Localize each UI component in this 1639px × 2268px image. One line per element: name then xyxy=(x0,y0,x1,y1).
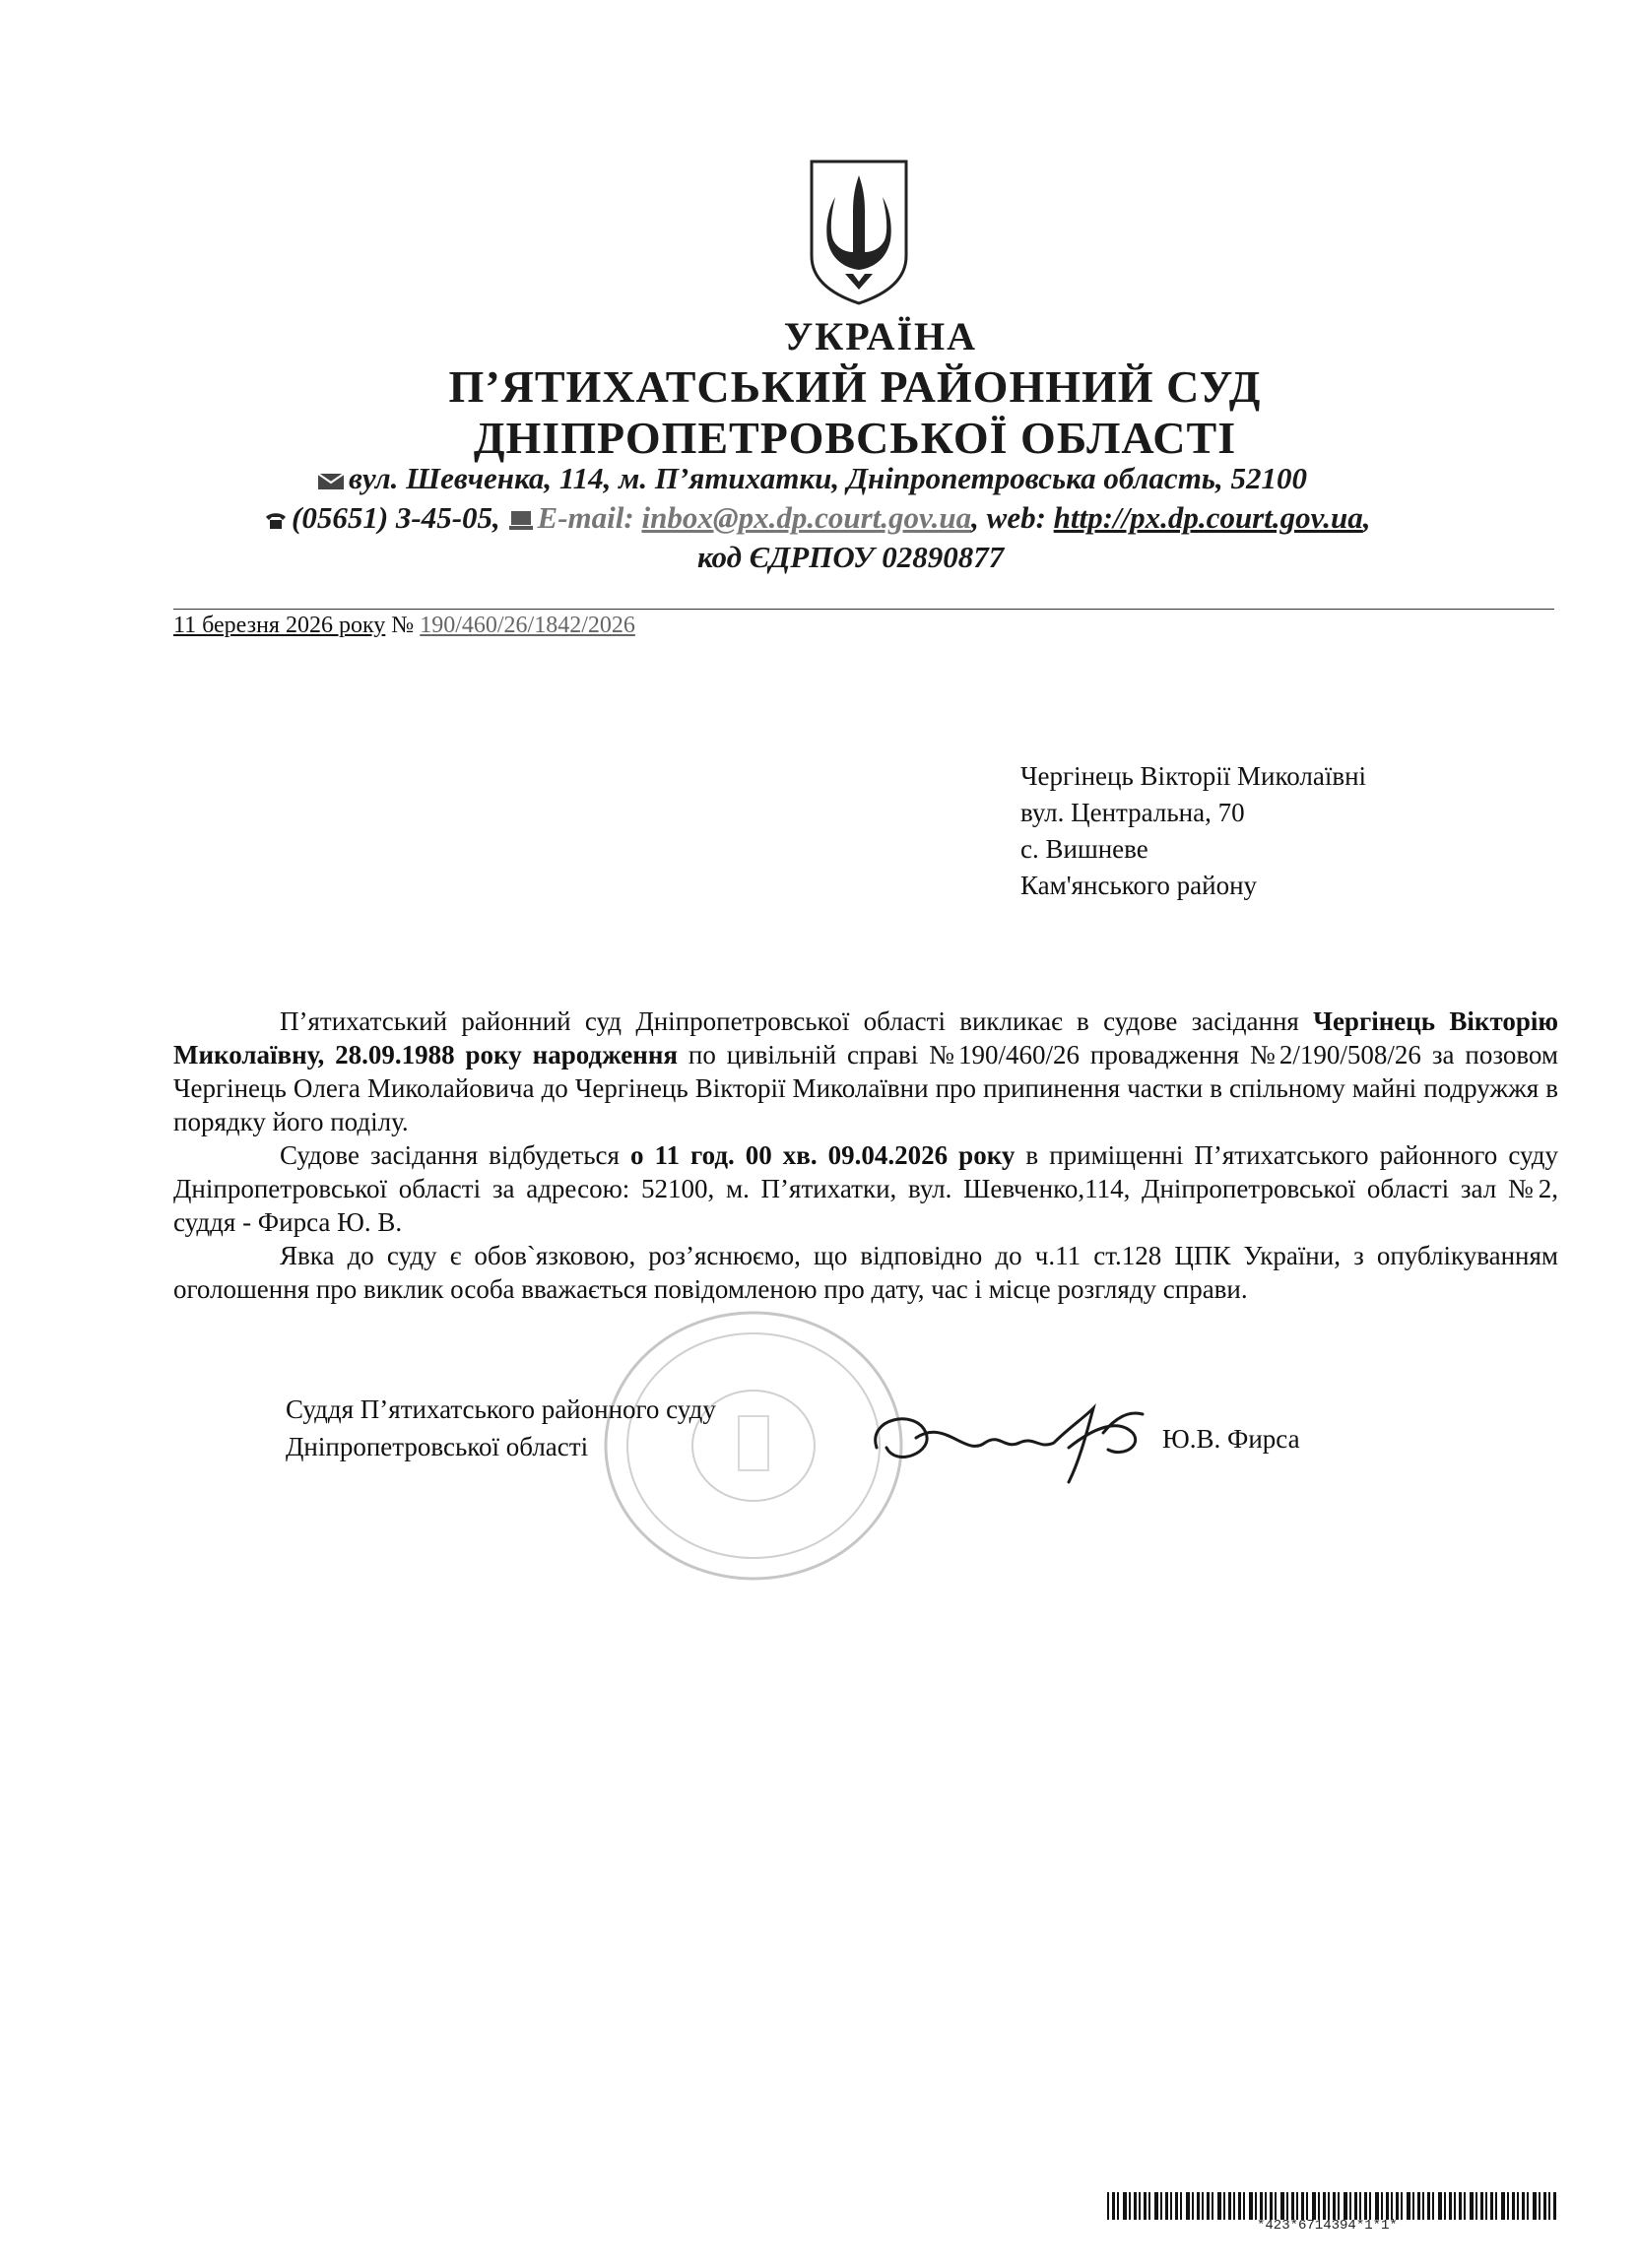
barcode-bar xyxy=(1375,2192,1379,2220)
barcode-bar xyxy=(1381,2192,1383,2220)
barcode-bar xyxy=(1527,2192,1529,2220)
court-address: вул. Шевченка, 114, м. П’ятихатки, Дніпропетровська область, 52100 xyxy=(349,461,1307,495)
barcode-bar xyxy=(1459,2192,1462,2220)
barcode-bar xyxy=(1364,2192,1367,2220)
barcode-bar xyxy=(1480,2192,1483,2220)
barcode-bar xyxy=(1207,2192,1210,2220)
barcode-bar xyxy=(1386,2192,1389,2220)
p2-text-b: в приміщенні П’ятихатського районного суду Дніпропетровської області за адресою: 52100, м. П’ятихатки, вул. Шевченко,114, Дніпропетровської області зал №2, суддя - Фирса Ю. В. xyxy=(173,1140,1559,1237)
barcode-bar xyxy=(1539,2192,1541,2220)
barcode-bar xyxy=(1107,2192,1109,2220)
summons-paragraph-2 xyxy=(173,1138,1558,1239)
barcode-bar xyxy=(1233,2192,1235,2220)
barcode-bar xyxy=(1265,2192,1267,2220)
barcode-bar xyxy=(1490,2192,1493,2220)
barcode-bar xyxy=(1449,2192,1452,2220)
barcode-bar xyxy=(1223,2192,1225,2220)
signatory-title xyxy=(286,1391,716,1465)
barcode-bar xyxy=(1175,2192,1178,2220)
phone-icon xyxy=(264,511,288,531)
barcode-bar xyxy=(1228,2192,1231,2220)
barcode-bar xyxy=(1280,2192,1284,2220)
barcode-bar xyxy=(1270,2192,1273,2220)
p1-text-b: по цивільній справі №190/460/26 провадження №2/190/508/26 за позовом Чергінець Олега Миколайовича до Чергінець Вікторії Миколаївни про припинення частки в спільному майні подружжя в порядку його поділу. xyxy=(173,1040,1558,1136)
signatory-title-line-2: Дніпропетровської області xyxy=(286,1432,589,1461)
barcode-bar xyxy=(1354,2192,1357,2220)
p2-text-a: Судове засідання відбудеться xyxy=(280,1140,630,1170)
barcode-bar xyxy=(1217,2192,1221,2220)
p1-text-a: П’ятихатський районний суд Дніпропетровської області викликає в судове засідання xyxy=(280,1006,1314,1036)
summons-paragraph-1 xyxy=(173,1004,1558,1138)
barcode-bar xyxy=(1202,2192,1204,2220)
barcode-bar xyxy=(1154,2192,1158,2220)
barcode-bar xyxy=(1349,2192,1351,2220)
barcode-bar xyxy=(1543,2192,1546,2220)
region-heading: ДНІПРОПЕТРОВСЬКОЇ ОБЛАСТІ xyxy=(473,413,1237,463)
registration-line xyxy=(173,613,635,639)
barcode-bar xyxy=(1306,2192,1308,2220)
header-divider xyxy=(173,609,1554,610)
court-address-line xyxy=(317,461,1307,496)
addressee-block xyxy=(1020,758,1366,904)
barcode-number: *423*6714394*1*1* xyxy=(1257,2218,1398,2234)
barcode-bar xyxy=(1407,2192,1410,2220)
court-contacts-line xyxy=(264,500,1370,536)
barcode-bar xyxy=(1243,2192,1245,2220)
barcode-bar xyxy=(1417,2192,1420,2220)
barcode-bar xyxy=(1359,2192,1361,2220)
barcode-bar xyxy=(1286,2192,1288,2220)
summons-body xyxy=(173,1004,1558,1306)
edrpou-code: код ЄДРПОУ 02890877 xyxy=(697,540,1005,574)
signatory-title-line-1: Суддя П’ятихатського районного суду xyxy=(286,1394,716,1424)
envelope-icon xyxy=(317,473,345,490)
summons-paragraph-3: Явка до суду є обов`язковою, роз’яснюємо, що відповідно до ч.11 ст.128 ЦПК України, з опублікуванням оголошення про виклик особа вважається повідомленою про дату, час і місце розгляду справи. xyxy=(173,1241,1558,1304)
addressee-village: с. Вишневе xyxy=(1020,834,1148,864)
judge-name: Ю.В. Фирса xyxy=(1162,1424,1300,1454)
court-name-heading: П’ЯТИХАТСЬКИЙ РАЙОННИЙ СУД xyxy=(448,361,1262,412)
computer-icon xyxy=(508,510,534,532)
barcode-bar xyxy=(1275,2192,1277,2220)
barcode-bar xyxy=(1170,2192,1172,2220)
barcode-bar xyxy=(1464,2192,1466,2220)
barcode-bar xyxy=(1197,2192,1200,2220)
p2-hearing-time-bold: о 11 год. 00 хв. 09.04.2026 року xyxy=(629,1140,1016,1170)
barcode-bar xyxy=(1260,2192,1263,2220)
barcode-bar xyxy=(1333,2192,1336,2220)
barcode-bar xyxy=(1117,2192,1119,2220)
barcode-bar xyxy=(1212,2192,1213,2220)
barcode-bar xyxy=(1112,2192,1115,2220)
website-link[interactable]: http://px.dp.court.gov.ua xyxy=(1053,500,1363,535)
barcode-bar xyxy=(1296,2192,1298,2220)
barcode-bar xyxy=(1249,2192,1253,2220)
barcode-bar xyxy=(1396,2192,1399,2220)
registration-number-sign: № xyxy=(391,613,415,638)
barcode-bar xyxy=(1238,2192,1241,2220)
barcode-bar xyxy=(1323,2192,1326,2220)
barcode-bar xyxy=(1475,2192,1477,2220)
barcode-bar xyxy=(1144,2192,1147,2220)
registration-date: 11 березня 2026 року xyxy=(173,613,386,638)
barcode-bar xyxy=(1312,2192,1316,2220)
barcode-bar xyxy=(1255,2192,1257,2220)
country-heading: УКРАЇНА xyxy=(783,314,978,358)
web-suffix: , xyxy=(1362,500,1371,535)
barcode-bar xyxy=(1134,2192,1137,2220)
barcode-bar xyxy=(1512,2192,1515,2220)
barcode-bar xyxy=(1129,2192,1131,2220)
barcode-bar xyxy=(1422,2192,1424,2220)
barcode-bar xyxy=(1192,2192,1194,2220)
barcode-bar xyxy=(1180,2192,1182,2220)
email-link[interactable]: inbox@px.dp.court.gov.ua xyxy=(641,500,972,535)
coat-of-arms-emblem xyxy=(806,158,912,305)
barcode-bar xyxy=(1495,2192,1497,2220)
barcode-bar xyxy=(1148,2192,1150,2220)
barcode-bar xyxy=(1501,2192,1505,2220)
registration-number: 190/460/26/1842/2026 xyxy=(420,613,635,638)
barcode-bar xyxy=(1139,2192,1141,2220)
barcode-bar xyxy=(1318,2192,1320,2220)
barcode-bar xyxy=(1548,2192,1550,2220)
p1-defendant-bold: Чергінець Вікторію Миколаївну, 28.09.1988 року народження xyxy=(173,1006,1558,1069)
email-label: E-mail: xyxy=(537,500,634,535)
barcode-bar xyxy=(1301,2192,1304,2220)
web-label: , web: xyxy=(971,500,1046,535)
barcode-bar xyxy=(1517,2192,1519,2220)
barcode-bar xyxy=(1522,2192,1525,2220)
barcode-bar xyxy=(1553,2192,1556,2220)
addressee-street: вул. Центральна, 70 xyxy=(1020,798,1245,827)
barcode-bar xyxy=(1328,2192,1330,2220)
addressee-name: Чергінець Вікторії Миколаївні xyxy=(1020,761,1367,791)
barcode-bar xyxy=(1438,2192,1442,2220)
barcode-bar xyxy=(1391,2192,1393,2220)
document-barcode xyxy=(1107,2192,1560,2220)
barcode-bar xyxy=(1454,2192,1456,2220)
barcode-bar xyxy=(1432,2192,1434,2220)
barcode-bar xyxy=(1344,2192,1347,2220)
barcode-bar xyxy=(1412,2192,1414,2220)
barcode-bar xyxy=(1401,2192,1403,2220)
barcode-bar xyxy=(1186,2192,1190,2220)
barcode-bar xyxy=(1470,2192,1474,2220)
handwritten-signature xyxy=(857,1389,1162,1487)
barcode-bar xyxy=(1165,2192,1168,2220)
barcode-bar xyxy=(1338,2192,1340,2220)
court-phone: (05651) 3-45-05, xyxy=(292,500,500,535)
barcode-bar xyxy=(1444,2192,1446,2220)
barcode-bar xyxy=(1160,2192,1162,2220)
barcode-bar xyxy=(1507,2192,1509,2220)
barcode-bar xyxy=(1485,2192,1487,2220)
barcode-bar xyxy=(1533,2192,1537,2220)
addressee-district: Кам'янського району xyxy=(1020,871,1258,900)
barcode-bar xyxy=(1123,2192,1127,2220)
barcode-bar xyxy=(1427,2192,1430,2220)
barcode-bar xyxy=(1291,2192,1294,2220)
barcode-bar xyxy=(1369,2192,1371,2220)
